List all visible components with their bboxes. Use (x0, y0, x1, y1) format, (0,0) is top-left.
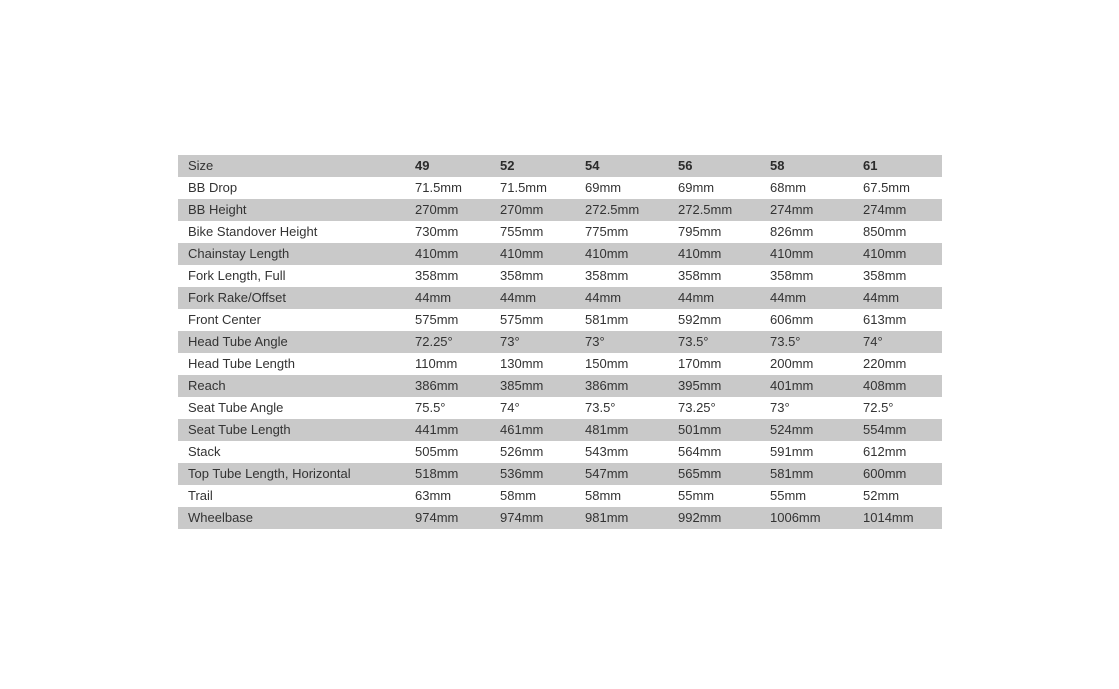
column-header-61: 61 (863, 158, 878, 173)
spec-value: 974mm (500, 510, 544, 525)
spec-value: 600mm (863, 466, 907, 481)
spec-value: 73° (770, 400, 790, 415)
spec-value: 272.5mm (678, 202, 733, 217)
spec-value: 410mm (415, 246, 459, 261)
column-header-56: 56 (678, 158, 693, 173)
spec-value: 73° (500, 334, 520, 349)
spec-value: 44mm (415, 290, 452, 305)
table-row-reach (178, 375, 942, 397)
spec-value: 543mm (585, 444, 629, 459)
spec-value: 410mm (770, 246, 814, 261)
column-header-58: 58 (770, 158, 785, 173)
spec-value: 52mm (863, 488, 900, 503)
spec-value: 385mm (500, 378, 544, 393)
spec-value: 130mm (500, 356, 544, 371)
table-row-chainstay-length (178, 243, 942, 265)
spec-value: 44mm (770, 290, 807, 305)
spec-value: 58mm (500, 488, 537, 503)
table-row-fork-length-full (178, 265, 942, 287)
spec-value: 358mm (770, 268, 814, 283)
spec-value: 358mm (415, 268, 459, 283)
spec-value: 592mm (678, 312, 722, 327)
table-row-bb-drop (178, 177, 942, 199)
spec-value: 71.5mm (500, 180, 547, 195)
spec-value: 410mm (500, 246, 544, 261)
spec-value: 58mm (585, 488, 622, 503)
table-row-wheelbase (178, 507, 942, 529)
spec-value: 386mm (415, 378, 459, 393)
spec-value: 200mm (770, 356, 814, 371)
spec-value: 358mm (500, 268, 544, 283)
spec-value: 72.5° (863, 400, 894, 415)
spec-value: 274mm (770, 202, 814, 217)
spec-value: 55mm (770, 488, 807, 503)
spec-value: 274mm (863, 202, 907, 217)
spec-label: Chainstay Length (188, 246, 290, 261)
spec-label: Reach (188, 378, 226, 393)
spec-value: 554mm (863, 422, 907, 437)
spec-value: 73.5° (678, 334, 709, 349)
spec-value: 755mm (500, 224, 544, 239)
spec-value: 501mm (678, 422, 722, 437)
table-row-bike-standover-height (178, 221, 942, 243)
table-row-head-tube-length (178, 353, 942, 375)
table-row-stack (178, 441, 942, 463)
spec-value: 441mm (415, 422, 459, 437)
column-header-49: 49 (415, 158, 430, 173)
spec-value: 826mm (770, 224, 814, 239)
spec-value: 613mm (863, 312, 907, 327)
spec-value: 72.25° (415, 334, 453, 349)
spec-value: 547mm (585, 466, 629, 481)
spec-value: 69mm (678, 180, 715, 195)
spec-value: 270mm (415, 202, 459, 217)
spec-value: 73.5° (770, 334, 801, 349)
spec-value: 44mm (678, 290, 715, 305)
spec-value: 410mm (585, 246, 629, 261)
table-row-seat-tube-angle (178, 397, 942, 419)
spec-value: 401mm (770, 378, 814, 393)
spec-value: 73.25° (678, 400, 716, 415)
spec-value: 565mm (678, 466, 722, 481)
spec-value: 74° (863, 334, 883, 349)
spec-label: Seat Tube Angle (188, 400, 284, 415)
spec-value: 170mm (678, 356, 722, 371)
table-row-seat-tube-length (178, 419, 942, 441)
spec-label: Front Center (188, 312, 261, 327)
spec-value: 44mm (585, 290, 622, 305)
spec-label: Trail (188, 488, 213, 503)
spec-value: 395mm (678, 378, 722, 393)
spec-value: 564mm (678, 444, 722, 459)
spec-value: 410mm (863, 246, 907, 261)
spec-label: Wheelbase (188, 510, 254, 525)
spec-label: Seat Tube Length (188, 422, 291, 437)
spec-value: 63mm (415, 488, 452, 503)
geometry-table (178, 155, 942, 529)
spec-value: 150mm (585, 356, 629, 371)
spec-value: 73.5° (585, 400, 616, 415)
spec-value: 74° (500, 400, 520, 415)
spec-value: 795mm (678, 224, 722, 239)
spec-label: BB Drop (188, 180, 238, 195)
column-header-52: 52 (500, 158, 515, 173)
spec-value: 358mm (585, 268, 629, 283)
spec-value: 272.5mm (585, 202, 640, 217)
spec-value: 581mm (770, 466, 814, 481)
spec-value: 481mm (585, 422, 629, 437)
table-row-trail (178, 485, 942, 507)
spec-value: 68mm (770, 180, 807, 195)
spec-value: 992mm (678, 510, 722, 525)
spec-value: 575mm (500, 312, 544, 327)
spec-value: 612mm (863, 444, 907, 459)
spec-value: 110mm (415, 356, 458, 371)
spec-value: 358mm (863, 268, 907, 283)
spec-label: Fork Rake/Offset (188, 290, 287, 305)
table-row-top-tube-length-horizontal (178, 463, 942, 485)
spec-value: 518mm (415, 466, 459, 481)
spec-value: 55mm (678, 488, 715, 503)
spec-value: 850mm (863, 224, 907, 239)
spec-label: BB Height (188, 202, 247, 217)
spec-value: 69mm (585, 180, 622, 195)
column-header-54: 54 (585, 158, 600, 173)
spec-value: 606mm (770, 312, 814, 327)
spec-value: 581mm (585, 312, 629, 327)
spec-label: Stack (188, 444, 221, 459)
spec-value: 386mm (585, 378, 629, 393)
spec-value: 408mm (863, 378, 907, 393)
spec-value: 981mm (585, 510, 629, 525)
spec-value: 358mm (678, 268, 722, 283)
spec-value: 536mm (500, 466, 544, 481)
table-row-front-center (178, 309, 942, 331)
table-row-bb-height (178, 199, 942, 221)
spec-value: 526mm (500, 444, 544, 459)
spec-value: 410mm (678, 246, 722, 261)
spec-value: 220mm (863, 356, 907, 371)
spec-value: 270mm (500, 202, 544, 217)
spec-label: Head Tube Angle (188, 334, 288, 349)
table-row-fork-rake-offset (178, 287, 942, 309)
spec-value: 505mm (415, 444, 459, 459)
spec-value: 75.5° (415, 400, 446, 415)
header-row (178, 155, 942, 177)
spec-value: 1006mm (770, 510, 821, 525)
spec-label: Fork Length, Full (188, 268, 286, 283)
spec-value: 44mm (500, 290, 537, 305)
spec-value: 974mm (415, 510, 459, 525)
spec-value: 730mm (415, 224, 459, 239)
spec-value: 67.5mm (863, 180, 910, 195)
table-row-head-tube-angle (178, 331, 942, 353)
size-header-label: Size (188, 158, 214, 173)
spec-label: Bike Standover Height (188, 224, 318, 239)
spec-label: Top Tube Length, Horizontal (188, 466, 351, 481)
spec-value: 524mm (770, 422, 814, 437)
spec-value: 73° (585, 334, 605, 349)
spec-value: 775mm (585, 224, 629, 239)
spec-value: 71.5mm (415, 180, 462, 195)
spec-value: 1014mm (863, 510, 914, 525)
spec-value: 591mm (770, 444, 814, 459)
spec-value: 461mm (500, 422, 544, 437)
spec-value: 44mm (863, 290, 900, 305)
spec-value: 575mm (415, 312, 459, 327)
spec-label: Head Tube Length (188, 356, 295, 371)
